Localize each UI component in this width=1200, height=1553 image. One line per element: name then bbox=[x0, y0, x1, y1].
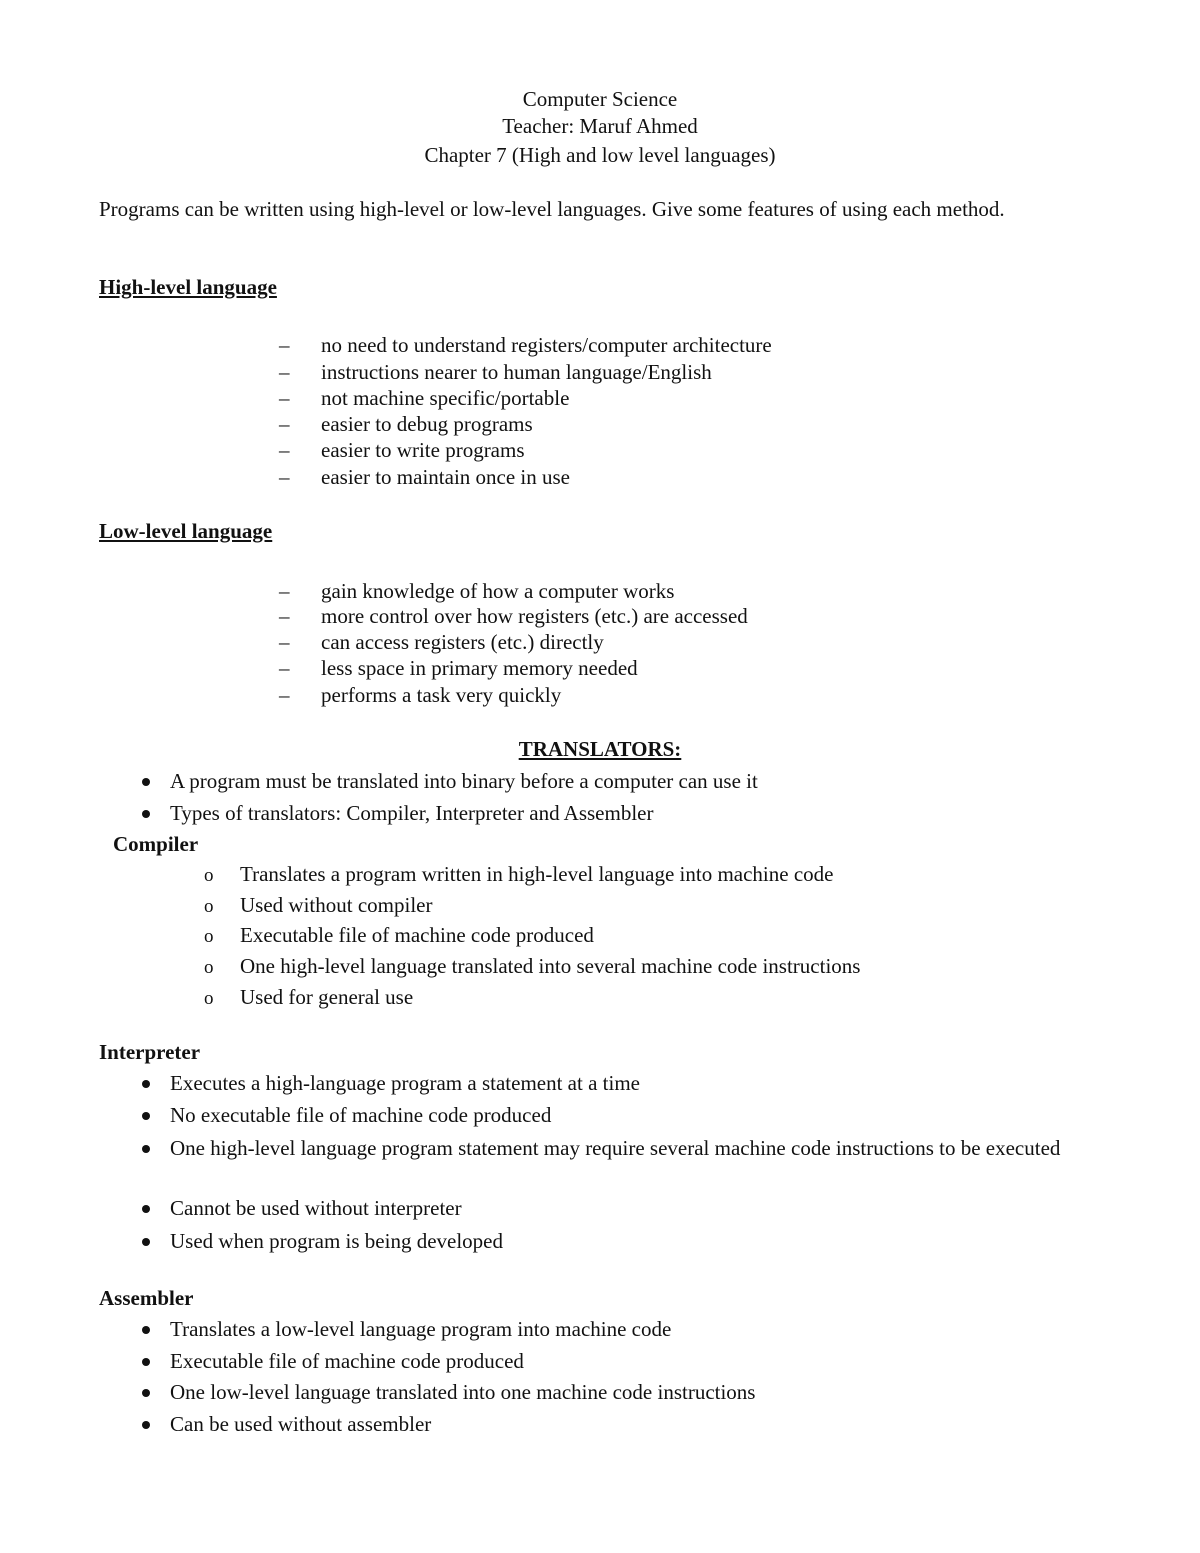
bullet-icon bbox=[142, 1080, 150, 1088]
dash-marker: – bbox=[279, 683, 290, 707]
chapter-title: Chapter 7 (High and low level languages) bbox=[424, 143, 776, 167]
interpreter-heading: Interpreter bbox=[99, 1040, 201, 1064]
list-item: Executable file of machine code produced bbox=[240, 923, 594, 947]
bullet-icon bbox=[142, 1145, 150, 1153]
circle-marker: o bbox=[204, 988, 214, 1009]
assembler-heading: Assembler bbox=[99, 1286, 194, 1310]
dash-marker: – bbox=[279, 360, 290, 384]
subject-title: Computer Science bbox=[522, 87, 678, 111]
low-level-heading: Low-level language bbox=[99, 519, 273, 543]
dash-marker: – bbox=[279, 579, 290, 603]
list-item: One high-level language program statement may require several machine code instructions to be executed bbox=[170, 1136, 1061, 1160]
circle-marker: o bbox=[204, 926, 214, 947]
list-item: instructions nearer to human language/English bbox=[321, 360, 712, 384]
list-item: performs a task very quickly bbox=[321, 683, 562, 707]
bullet-icon bbox=[142, 1358, 150, 1366]
teacher-line: Teacher: Maruf Ahmed bbox=[502, 114, 698, 138]
list-item: Types of translators: Compiler, Interpreter and Assembler bbox=[170, 801, 654, 825]
dash-marker: – bbox=[279, 465, 290, 489]
intro-paragraph: Programs can be written using high-level or low-level languages. Give some features of using each method. bbox=[99, 197, 1005, 221]
high-level-heading: High-level language bbox=[99, 275, 277, 299]
list-item: Translates a low-level language program into machine code bbox=[170, 1317, 672, 1341]
dash-marker: – bbox=[279, 438, 290, 462]
list-item: Used when program is being developed bbox=[170, 1229, 503, 1253]
circle-marker: o bbox=[204, 865, 214, 886]
bullet-icon bbox=[142, 810, 150, 818]
list-item: Translates a program written in high-level language into machine code bbox=[240, 862, 834, 886]
list-item: Can be used without assembler bbox=[170, 1412, 432, 1436]
bullet-icon bbox=[142, 1326, 150, 1334]
translators-heading: TRANSLATORS: bbox=[518, 737, 682, 761]
list-item: easier to maintain once in use bbox=[321, 465, 570, 489]
list-item: One high-level language translated into several machine code instructions bbox=[240, 954, 861, 978]
list-item: can access registers (etc.) directly bbox=[321, 630, 604, 654]
list-item: easier to write programs bbox=[321, 438, 525, 462]
dash-marker: – bbox=[279, 333, 290, 357]
bullet-icon bbox=[142, 1238, 150, 1246]
list-item: no need to understand registers/computer architecture bbox=[321, 333, 772, 357]
bullet-icon bbox=[142, 778, 150, 786]
dash-marker: – bbox=[279, 604, 290, 628]
dash-marker: – bbox=[279, 630, 290, 654]
list-item: A program must be translated into binary before a computer can use it bbox=[170, 769, 758, 793]
list-item: Executable file of machine code produced bbox=[170, 1349, 524, 1373]
list-item: easier to debug programs bbox=[321, 412, 533, 436]
list-item: Used for general use bbox=[240, 985, 414, 1009]
list-item: Cannot be used without interpreter bbox=[170, 1196, 462, 1220]
list-item: Executes a high-language program a statement at a time bbox=[170, 1071, 640, 1095]
bullet-icon bbox=[142, 1205, 150, 1213]
list-item: One low-level language translated into one machine code instructions bbox=[170, 1380, 756, 1404]
dash-marker: – bbox=[279, 386, 290, 410]
bullet-icon bbox=[142, 1389, 150, 1397]
list-item: Used without compiler bbox=[240, 893, 433, 917]
circle-marker: o bbox=[204, 896, 214, 917]
list-item: more control over how registers (etc.) are accessed bbox=[321, 604, 748, 628]
list-item: less space in primary memory needed bbox=[321, 656, 638, 680]
list-item: gain knowledge of how a computer works bbox=[321, 579, 675, 603]
list-item: not machine specific/portable bbox=[321, 386, 570, 410]
list-item: No executable file of machine code produced bbox=[170, 1103, 552, 1127]
compiler-heading: Compiler bbox=[113, 832, 199, 856]
circle-marker: o bbox=[204, 957, 214, 978]
dash-marker: – bbox=[279, 412, 290, 436]
bullet-icon bbox=[142, 1112, 150, 1120]
dash-marker: – bbox=[279, 656, 290, 680]
bullet-icon bbox=[142, 1421, 150, 1429]
